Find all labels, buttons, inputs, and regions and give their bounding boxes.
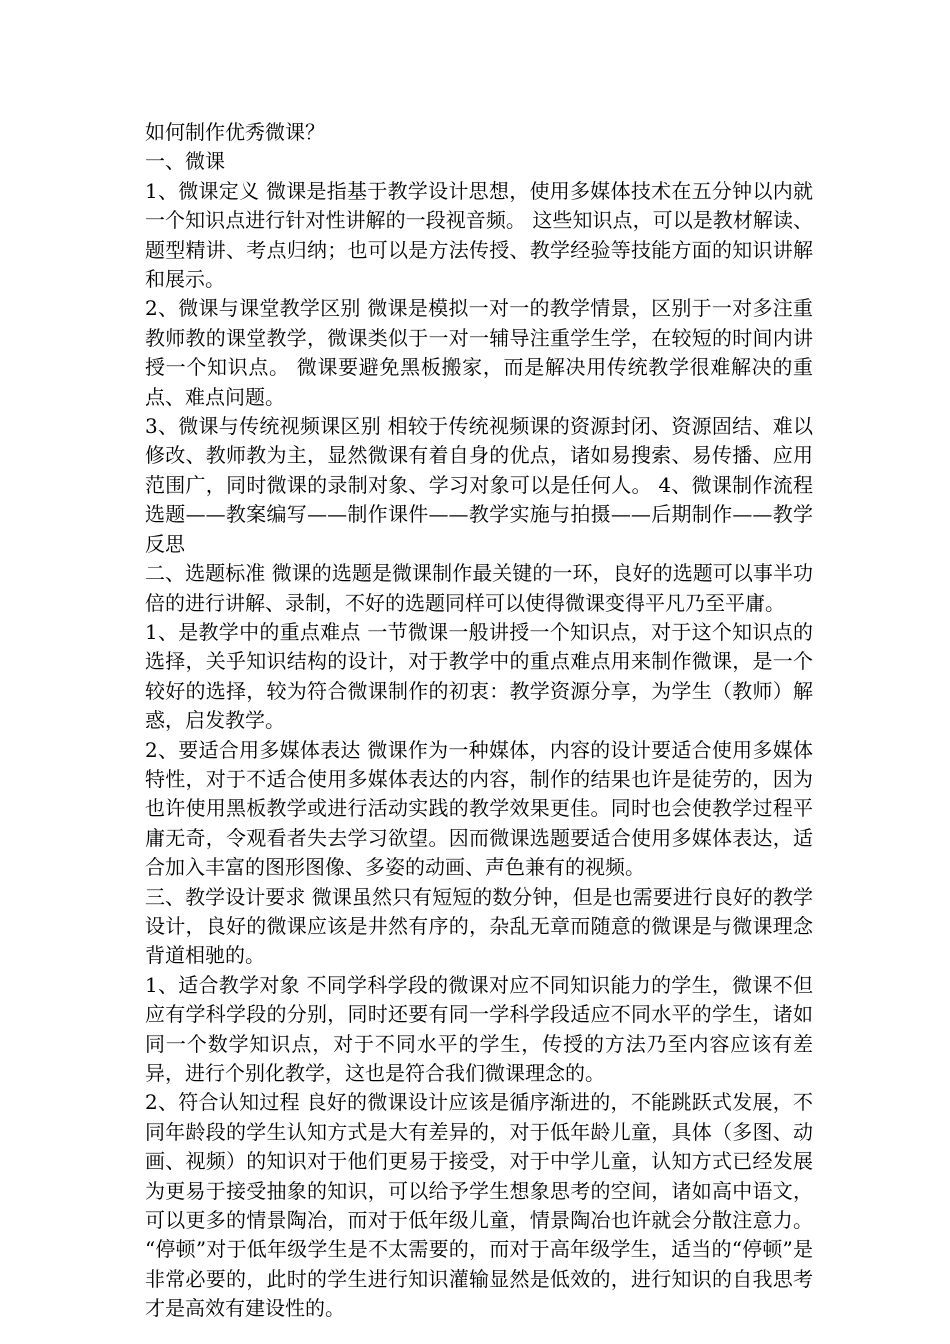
paragraph-key-difficult-points: 1、是教学中的重点难点 一节微课一般讲授一个知识点，对于这个知识点的选择，关乎知识结构的设计，对于教学中的重点难点用来制作微课，是一个较好的选择，较为符合微课制作的初衷：教学资源分享，为学生（教师）解惑，启发教学。 [145, 619, 813, 733]
paragraph-cognitive-process: 2、符合认知过程 良好的微课设计应该是循序渐进的，不能跳跃式发展，不同年龄段的学生认知方式是大有差异的，对于低年龄儿童，具体（多图、动画、视频）的知识对于他们更易于接受，对于中学儿童，认知方式已经发展为更易于接受抽象的知识，可以给予学生想象思考的空间，诸如高中语文，可以更多的情景陶冶，而对于低年级儿童，情景陶冶也许就会分散注意力。 “停顿”对于低年级学生是不太需要的，而对于高年级学生，适当的“停顿”是非常必要的，此时的学生进行知识灌输显然是低效的，进行知识的自我思考才是高效有建设性的。 [145, 1090, 813, 1321]
paragraph-definition: 1、微课定义 微课是指基于教学设计思想，使用多媒体技术在五分钟以内就一个知识点进行针对性讲解的一段视音频。 这些知识点，可以是教材解读、题型精讲、考点归纳；也可以是方法传授、教学经验等技能方面的知识讲解和展示。 [145, 178, 813, 292]
paragraph-classroom-difference: 2、微课与课堂教学区别 微课是模拟一对一的教学情景，区别于一对多注重教师教的课堂教学，微课类似于一对一辅导注重学生学，在较短的时间内讲授一个知识点。 微课要避免黑板搬家，而是解决用传统教学很难解决的重点、难点问题。 [145, 296, 813, 409]
paragraph-video-difference-and-workflow: 3、微课与传统视频课区别 相较于传统视频课的资源封闭、资源固结、难以修改、教师教为主，显然微课有着自身的优点，诸如易搜索、易传播、应用范围广，同时微课的录制对象、学习对象可以是任何人。 4、微课制作流程 选题——教案编写——制作课件——教学实施与拍摄——后期制作——教学反思 [145, 414, 813, 556]
document-body [145, 118, 813, 1324]
section-heading-micro-course: 一、微课 [145, 149, 225, 174]
paragraph-suit-learners: 1、适合教学对象 不同学科学段的微课对应不同知识能力的学生，微课不但应有学科学段的分别，同时还要有同一学科学段适应不同水平的学生，诸如同一个数学知识点，对于不同水平的学生，传授的方法乃至内容应该有差异，进行个别化教学，这也是符合我们微课理念的。 [145, 972, 813, 1085]
paragraph-multimedia-suitability: 2、要适合用多媒体表达 微课作为一种媒体，内容的设计要适合使用多媒体特性，对于不适合使用多媒体表达的内容，制作的结果也许是徒劳的，因为也许使用黑板教学或进行活动实践的教学效果更佳。同时也会使教学过程平庸无奇，令观看者失去学习欲望。因而微课选题要适合使用多媒体表达，适合加入丰富的图形图像、多姿的动画、声色兼有的视频。 [145, 737, 813, 880]
section-topic-standards: 二、选题标准 微课的选题是微课制作最关键的一环，良好的选题可以事半功倍的进行讲解、录制，不好的选题同样可以使得微课变得平凡乃至平庸。 [145, 561, 813, 615]
document-title: 如何制作优秀微课？ [145, 120, 325, 144]
section-design-requirements: 三、教学设计要求 微课虽然只有短短的数分钟，但是也需要进行良好的教学设计，良好的微课应该是井然有序的，杂乱无章而随意的微课是与微课理念背道相驰的。 [145, 884, 813, 968]
